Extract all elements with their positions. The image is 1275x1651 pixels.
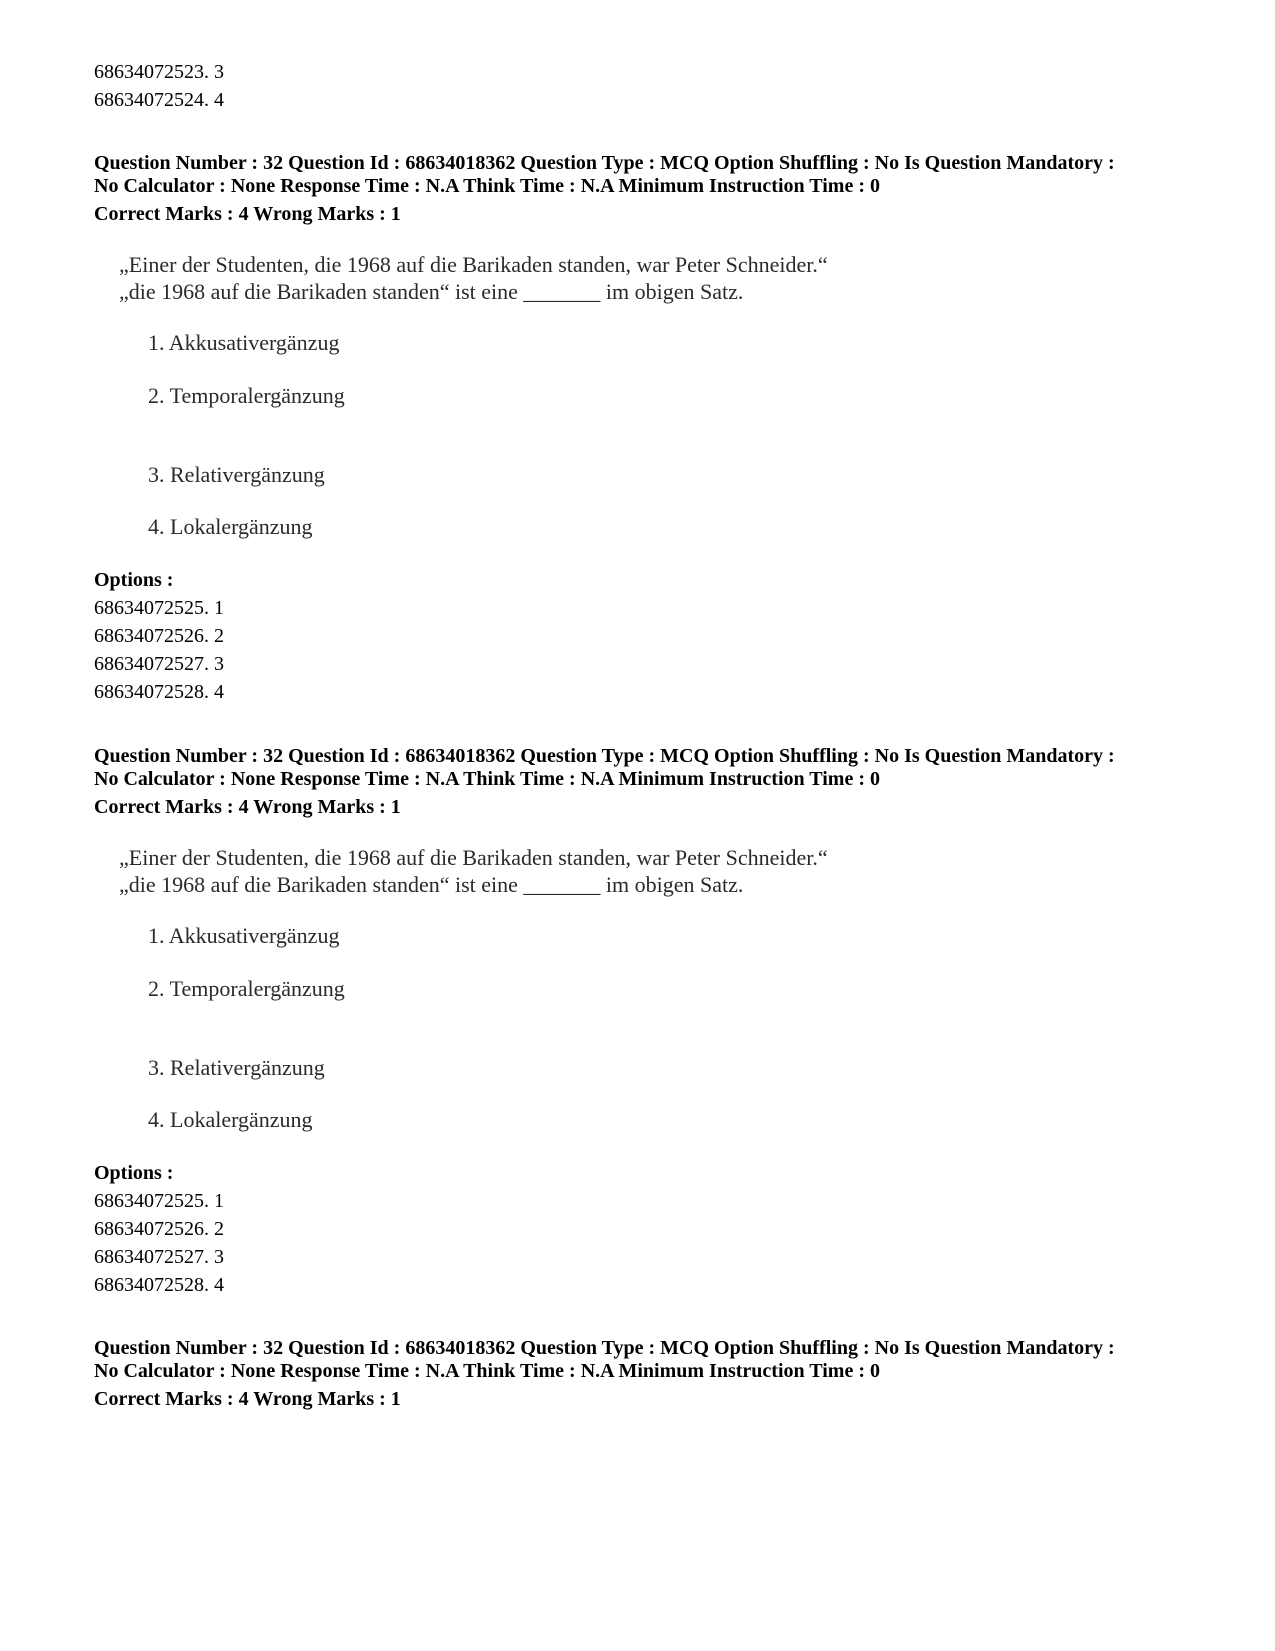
question-choice: 2. Temporalergänzung [148, 976, 345, 1001]
question-choice: 4. Lokalergänzung [148, 1107, 313, 1132]
option-line: 68634072528. 4 [94, 1274, 224, 1296]
option-line: 68634072527. 3 [94, 653, 224, 675]
option-line: 68634072528. 4 [94, 681, 224, 703]
question-text-line2: „die 1968 auf die Barikaden standen“ ist eine _______ im obigen Satz. [119, 872, 744, 897]
option-line: 68634072527. 3 [94, 1246, 224, 1268]
question-choice: 1. Akkusativergänzug [148, 330, 340, 355]
question-text-line1: „Einer der Studenten, die 1968 auf die Barikaden standen, war Peter Schneider.“ [119, 252, 828, 277]
options-label: Options : [94, 569, 174, 591]
question-text-line1: „Einer der Studenten, die 1968 auf die Barikaden standen, war Peter Schneider.“ [119, 845, 828, 870]
question-marks: Correct Marks : 4 Wrong Marks : 1 [94, 796, 401, 818]
question-header-line1: Question Number : 32 Question Id : 68634018362 Question Type : MCQ Option Shuffling : No Is Question Mandatory : [94, 152, 1115, 174]
question-choice: 3. Relativergänzung [148, 1055, 325, 1080]
question-marks: Correct Marks : 4 Wrong Marks : 1 [94, 1388, 401, 1410]
option-line: 68634072523. 3 [94, 61, 224, 83]
question-choice: 1. Akkusativergänzug [148, 923, 340, 948]
option-line: 68634072525. 1 [94, 597, 224, 619]
option-line: 68634072525. 1 [94, 1190, 224, 1212]
question-header-line1: Question Number : 32 Question Id : 68634018362 Question Type : MCQ Option Shuffling : No Is Question Mandatory : [94, 1337, 1115, 1359]
option-line: 68634072526. 2 [94, 625, 224, 647]
question-choice: 3. Relativergänzung [148, 462, 325, 487]
options-label: Options : [94, 1162, 174, 1184]
option-line: 68634072524. 4 [94, 89, 224, 111]
question-text-line2: „die 1968 auf die Barikaden standen“ ist eine _______ im obigen Satz. [119, 279, 744, 304]
question-choice: 2. Temporalergänzung [148, 383, 345, 408]
question-header-line1: Question Number : 32 Question Id : 68634018362 Question Type : MCQ Option Shuffling : No Is Question Mandatory : [94, 745, 1115, 767]
question-choice: 4. Lokalergänzung [148, 514, 313, 539]
question-header-line2: No Calculator : None Response Time : N.A Think Time : N.A Minimum Instruction Time : 0 [94, 768, 880, 790]
option-line: 68634072526. 2 [94, 1218, 224, 1240]
question-header-line2: No Calculator : None Response Time : N.A Think Time : N.A Minimum Instruction Time : 0 [94, 175, 880, 197]
question-marks: Correct Marks : 4 Wrong Marks : 1 [94, 203, 401, 225]
question-header-line2: No Calculator : None Response Time : N.A Think Time : N.A Minimum Instruction Time : 0 [94, 1360, 880, 1382]
